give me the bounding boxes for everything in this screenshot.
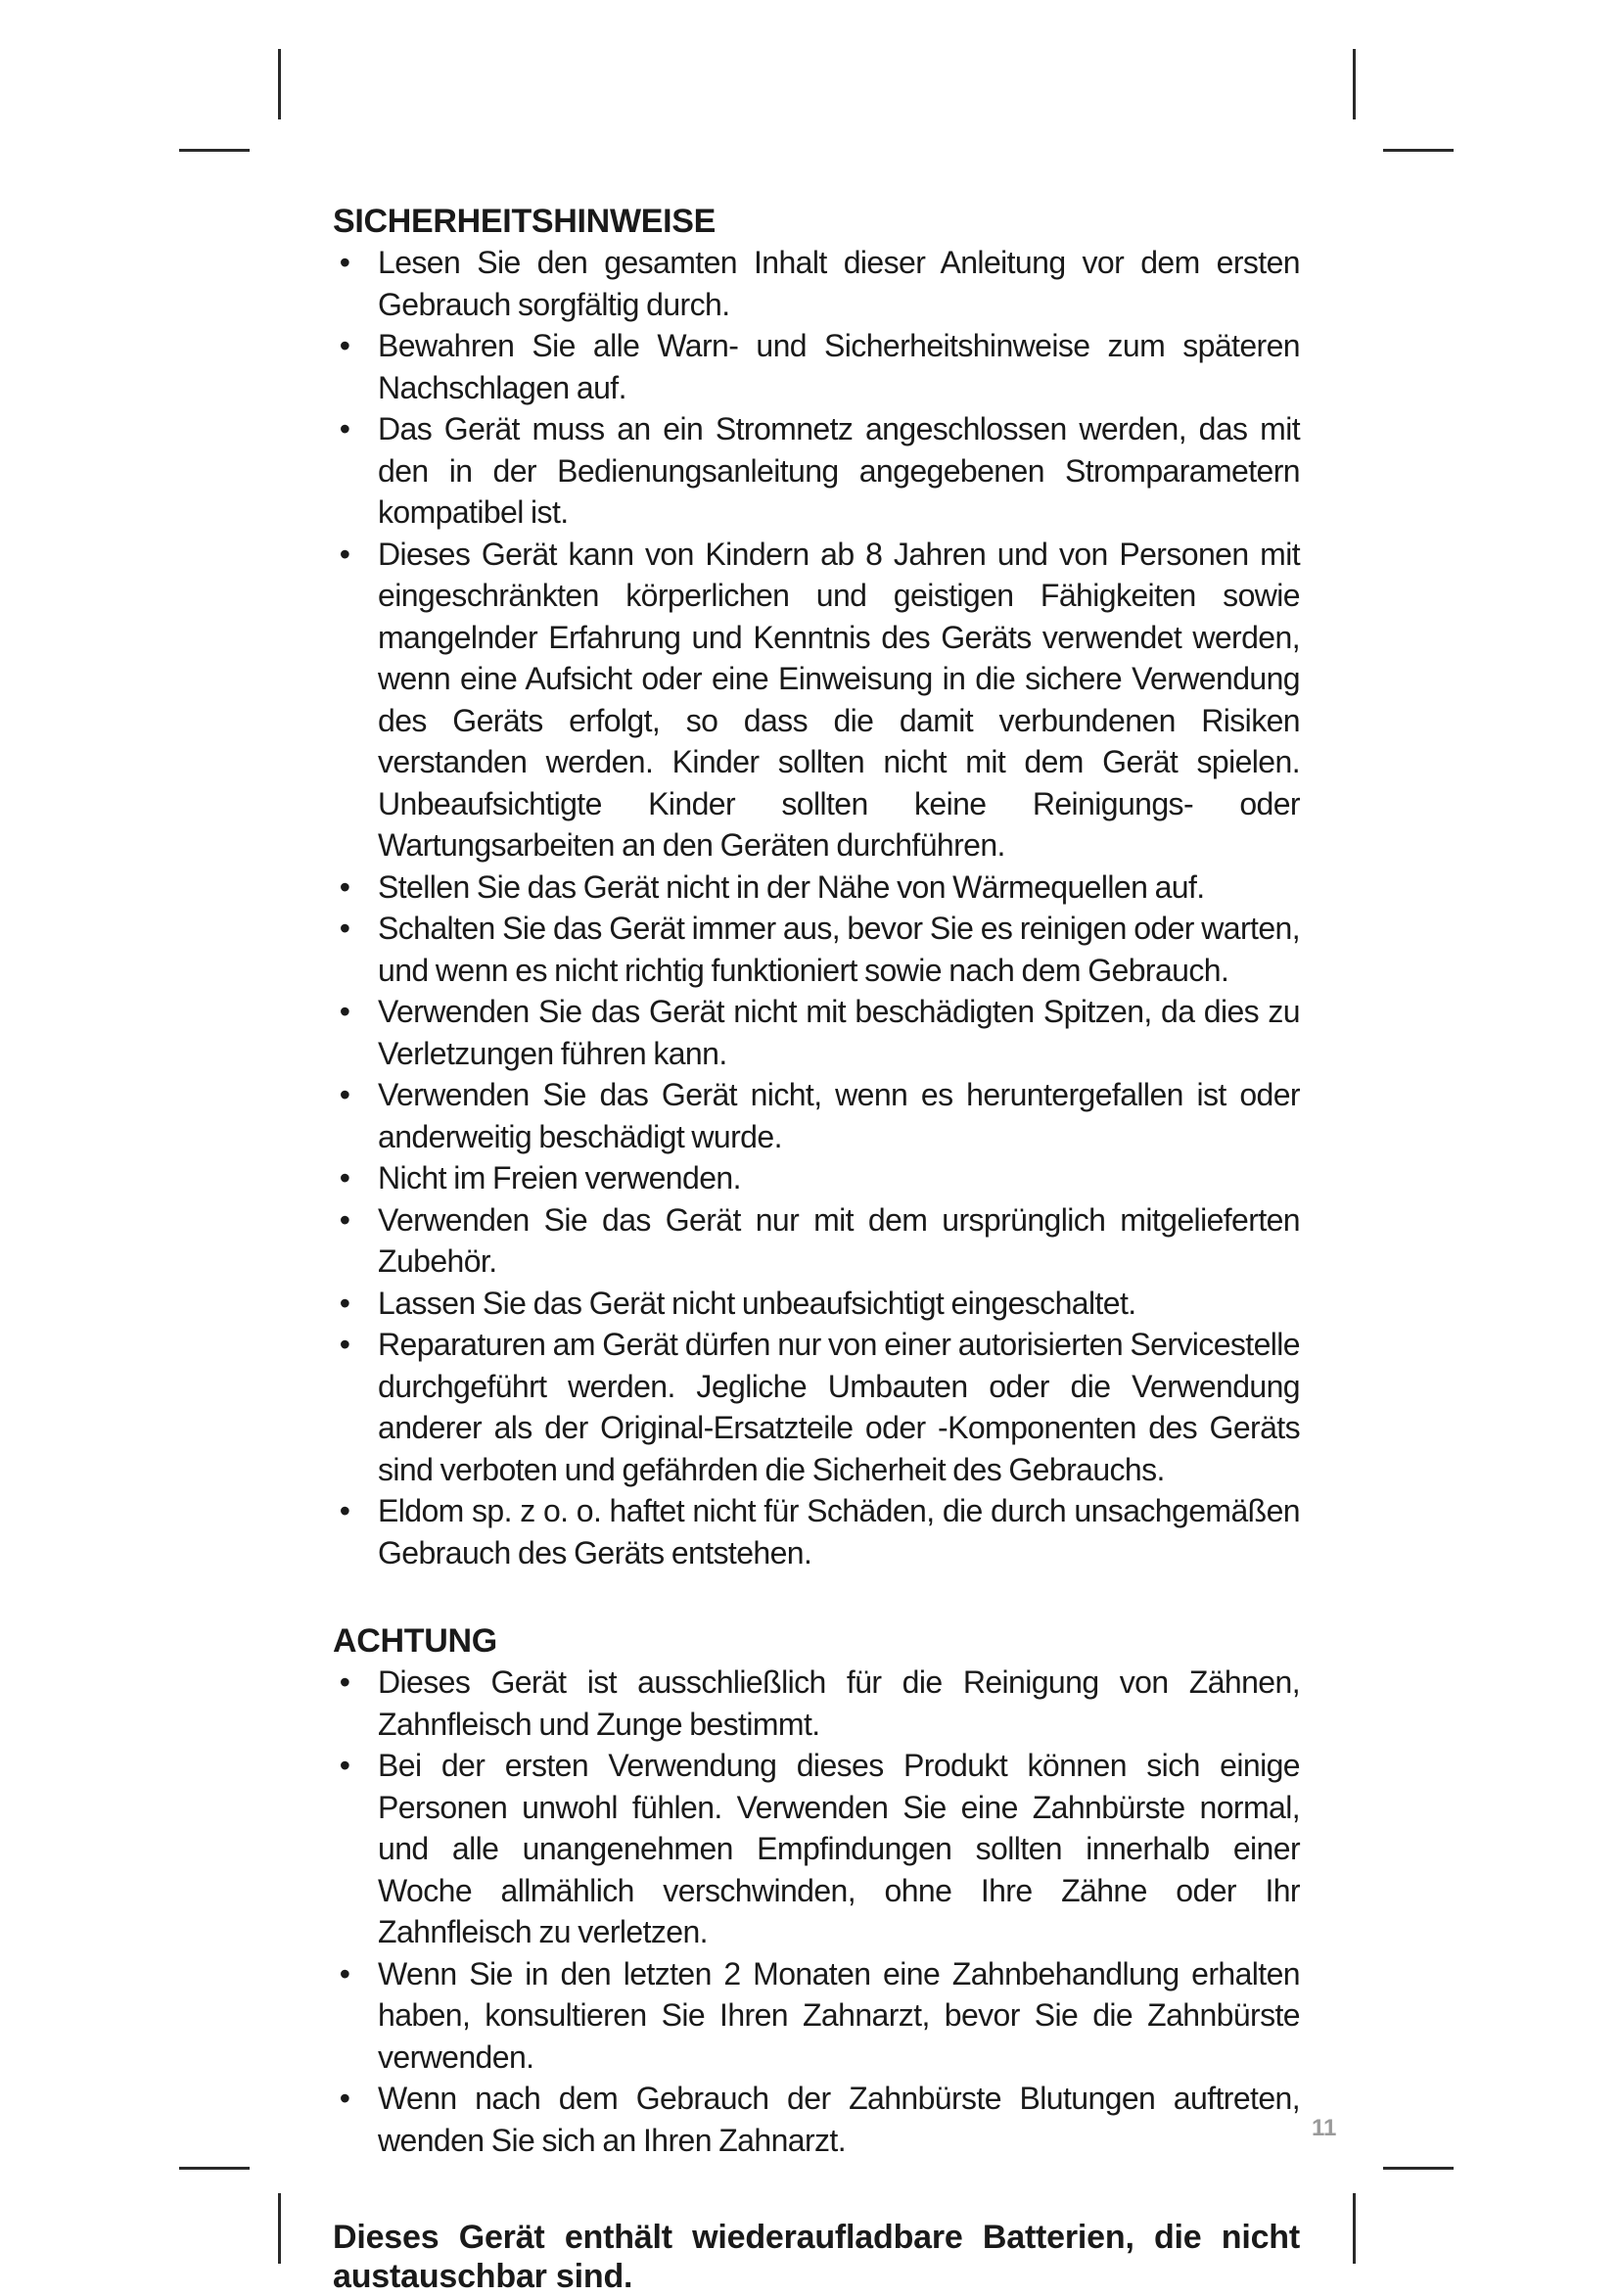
attention-list (333, 1662, 1300, 2161)
list-item: • Stellen Sie das Gerät nicht in der Nähe von Wärmequellen auf. (333, 867, 1300, 909)
list-item: • Verwenden Sie das Gerät nicht mit beschädigten Spitzen, da dies zu Verletzungen führen kann. (333, 991, 1300, 1074)
section-spacer (333, 1573, 1300, 1620)
crop-mark-top-left-vertical (278, 49, 281, 119)
bullet-icon: • (339, 994, 350, 1029)
list-item: • Verwenden Sie das Gerät nicht, wenn es heruntergefallen ist oder anderweitig beschädigt wurde. (333, 1074, 1300, 1157)
list-item: • Wenn nach dem Gebrauch der Zahnbürste Blutungen auftreten, wenden Sie sich an Ihren Zahnarzt. (333, 2078, 1300, 2161)
bullet-icon: • (339, 328, 350, 363)
list-item: • Lassen Sie das Gerät nicht unbeaufsichtigt eingeschaltet. (333, 1283, 1300, 1325)
bullet-icon: • (339, 1077, 350, 1112)
bullet-icon: • (339, 1748, 350, 1783)
bullet-icon: • (339, 1664, 350, 1700)
list-item: • Wenn Sie in den letzten 2 Monaten eine Zahnbehandlung erhalten haben, konsultieren Sie Ihren Zahnarzt, bevor Sie die Zahnbürste verwenden. (333, 1953, 1300, 2079)
bullet-icon: • (339, 1160, 350, 1195)
crop-mark-top-right-horizontal (1383, 149, 1454, 152)
page-number: 11 (1312, 2115, 1337, 2141)
safety-section-title: SICHERHEITSHINWEISE (333, 203, 717, 240)
bullet-icon: • (339, 1493, 350, 1528)
document-content (333, 201, 1300, 2296)
bullet-icon: • (339, 1201, 350, 1238)
bullet-icon: • (339, 868, 350, 905)
bullet-icon: • (339, 2081, 350, 2116)
list-item: • Verwenden Sie das Gerät nur mit dem ursprünglich mitgelieferten Zubehör. (333, 1199, 1300, 1283)
list-item: • Bewahren Sie alle Warn- und Sicherheitshinweise zum späteren Nachschlagen auf. (333, 325, 1300, 408)
list-item: • Das Gerät muss an ein Stromnetz angeschlossen werden, das mit den in der Bedienungsanleitung angegebenen Stromparametern kompatibel ist. (333, 408, 1300, 534)
bullet-icon: • (339, 1327, 350, 1362)
bullet-icon: • (339, 245, 350, 280)
battery-note: Dieses Gerät enthält wiederaufladbare Batterien, die nicht austauschbar sind. (333, 2219, 1300, 2295)
crop-mark-top-right-vertical (1353, 49, 1356, 119)
bullet-icon: • (339, 536, 350, 572)
crop-mark-bottom-right-vertical (1353, 2193, 1356, 2264)
list-item: • Nicht im Freien verwenden. (333, 1157, 1300, 1199)
list-item: • Schalten Sie das Gerät immer aus, bevor Sie es reinigen oder warten, und wenn es nicht richtig funktioniert sowie nach dem Gebrauch. (333, 908, 1300, 991)
crop-mark-bottom-left-vertical (278, 2193, 281, 2264)
crop-mark-bottom-left-horizontal (179, 2167, 250, 2170)
bullet-icon: • (339, 411, 350, 446)
bullet-icon: • (339, 911, 350, 946)
bullet-icon: • (339, 1955, 350, 1991)
list-item: • Reparaturen am Gerät dürfen nur von einer autorisierten Servicestelle durchgeführt werden. Jegliche Umbauten oder die Verwendung anderer als der Original-Ersatzteile oder -Komponenten des Geräts sind verboten und gefährden die Sicherheit des Gebrauchs. (333, 1324, 1300, 1490)
safety-list (333, 242, 1300, 1573)
list-item: • Bei der ersten Verwendung dieses Produkt können sich einige Personen unwohl fühlen. Verwenden Sie eine Zahnbürste normal, und alle unangenehmen Empfindungen sollten innerhalb einer Woche allmählich verschwinden, ohne Ihre Zähne oder Ihr Zahnfleisch zu verletzen. (333, 1745, 1300, 1953)
attention-section-title: ACHTUNG (333, 1622, 497, 1660)
list-item: • Dieses Gerät ist ausschließlich für die Reinigung von Zähnen, Zahnfleisch und Zunge bestimmt. (333, 1662, 1300, 1745)
crop-mark-top-left-horizontal (179, 149, 250, 152)
list-item: • Lesen Sie den gesamten Inhalt dieser Anleitung vor dem ersten Gebrauch sorgfältig durch. (333, 242, 1300, 325)
list-item: • Eldom sp. z o. o. haftet nicht für Schäden, die durch unsachgemäßen Gebrauch des Geräts entstehen. (333, 1490, 1300, 1573)
section-spacer (333, 2161, 1300, 2218)
list-item: • Dieses Gerät kann von Kindern ab 8 Jahren und von Personen mit eingeschränkten körperlichen und geistigen Fähigkeiten sowie mangelnder Erfahrung und Kenntnis des Geräts verwendet werden, wenn eine Aufsicht oder eine Einweisung in die sichere Verwendung des Geräts erfolgt, so dass die damit verbundenen Risiken verstanden werden. Kinder sollten nicht mit dem Gerät spielen. Unbeaufsichtigte Kinder sollten keine Reinigungs- oder Wartungsarbeiten an den Geräten durchführen. (333, 534, 1300, 867)
crop-mark-bottom-right-horizontal (1383, 2167, 1454, 2170)
bullet-icon: • (339, 1285, 350, 1321)
